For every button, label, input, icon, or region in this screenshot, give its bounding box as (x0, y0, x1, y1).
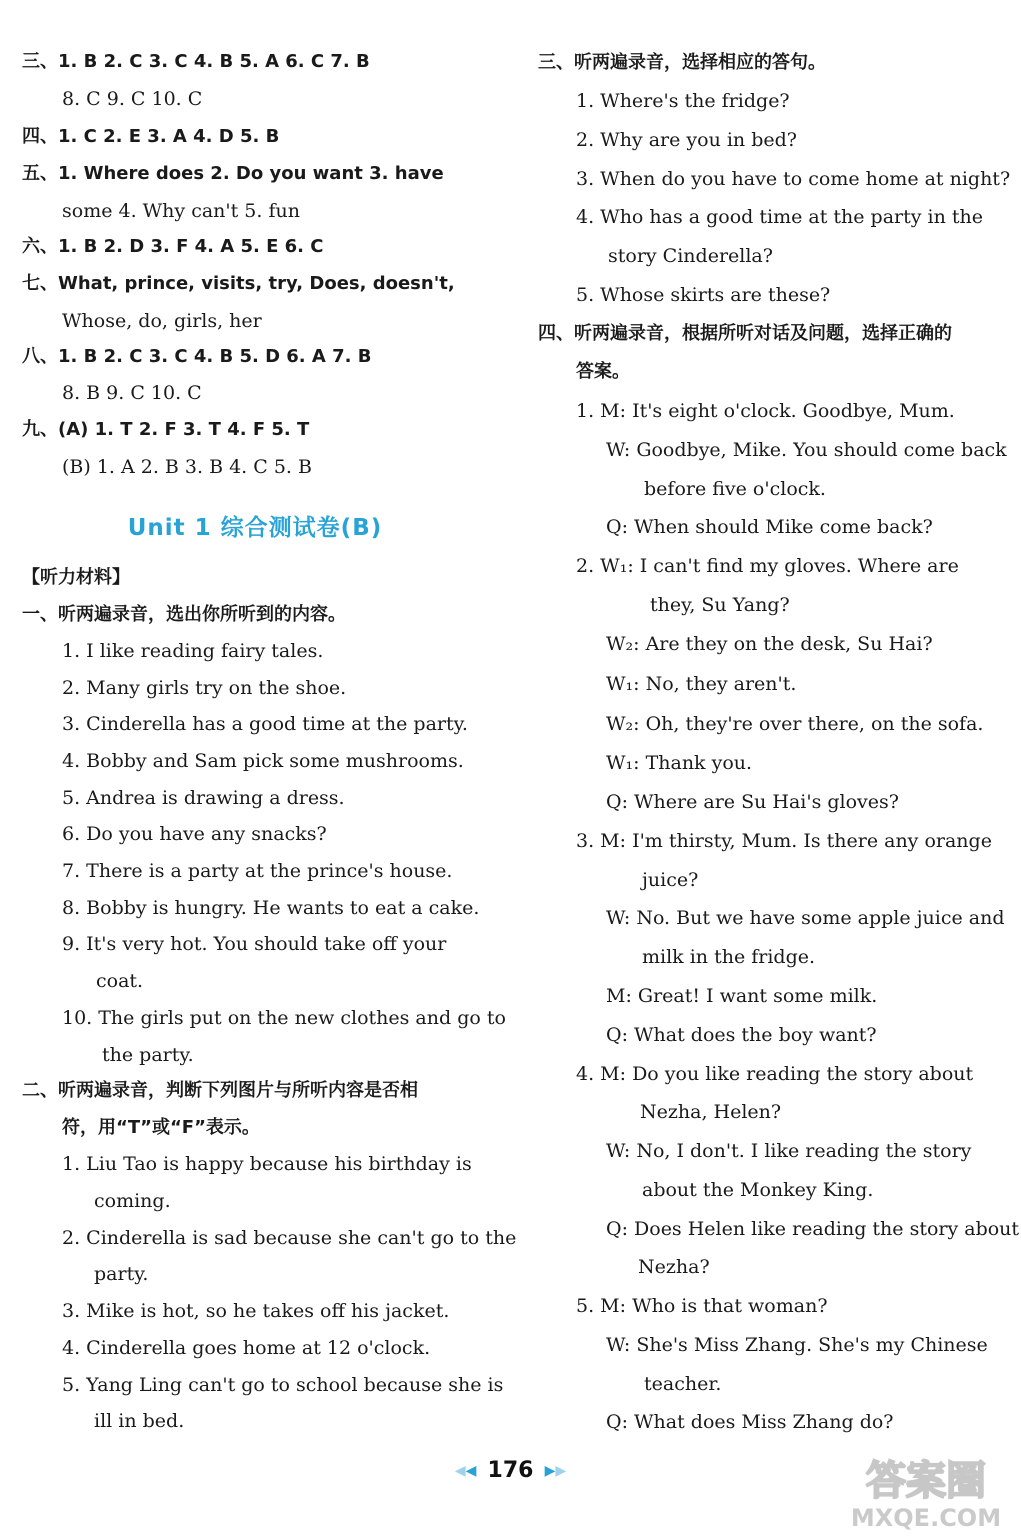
dialogue-line: they, Su Yang? (650, 594, 790, 616)
listening-line: 4. Who has a good time at the party in the (576, 206, 983, 228)
listening-line: 3. When do you have to come home at night? (576, 168, 1011, 190)
listening-line: the party. (102, 1044, 194, 1066)
section-heading: 一、听两遍录音，选出你所听到的内容。 (22, 604, 346, 625)
listening-line: 5. Yang Ling can't go to school because she is (62, 1374, 504, 1396)
listening-line: 5. Whose skirts are these? (576, 284, 831, 306)
dialogue-line: Q: What does the boy want? (606, 1024, 877, 1046)
dialogue-line: W₁: Thank you. (606, 752, 753, 774)
answer-line: 三、1. B 2. C 3. C 4. B 5. A 6. C 7. B (22, 51, 370, 72)
watermark-text: 答案圈 (866, 1458, 986, 1504)
section-heading: 四、听两遍录音，根据所听对话及问题，选择正确的 (538, 323, 952, 344)
listening-line: 4. Bobby and Sam pick some mushrooms. (62, 750, 464, 772)
section-heading: 符，用“T”或“F”表示。 (62, 1117, 260, 1138)
next-arrow-icon: ▶ (555, 1462, 567, 1479)
prev-arrow-icon: ◀ (454, 1462, 466, 1479)
watermark-url: MXQE.COM (850, 1504, 1002, 1532)
section-heading: 三、听两遍录音，选择相应的答句。 (538, 52, 826, 73)
listening-line: 3. Cinderella has a good time at the party. (62, 713, 468, 735)
listening-line: 4. Cinderella goes home at 12 o'clock. (62, 1337, 431, 1359)
dialogue-line: W: No. But we have some apple juice and (606, 907, 1005, 929)
answer-line: 8. B 9. C 10. C (62, 382, 202, 404)
listening-line: coming. (94, 1190, 171, 1212)
answer-line: 七、What, prince, visits, try, Does, doesn't, (22, 273, 455, 294)
dialogue-line: juice? (642, 869, 699, 891)
dialogue-line: Q: What does Miss Zhang do? (606, 1411, 894, 1433)
answer-line: some 4. Why can't 5. fun (62, 200, 300, 222)
listening-line: 3. Mike is hot, so he takes off his jacket. (62, 1300, 450, 1322)
unit-title: Unit 1 综合测试卷(B) (127, 515, 383, 541)
dialogue-line: M: Great! I want some milk. (606, 985, 878, 1007)
section-heading: 答案。 (576, 361, 630, 382)
dialogue-line: about the Monkey King. (642, 1179, 874, 1201)
dialogue-line: 2. W₁: I can't find my gloves. Where are (576, 555, 959, 577)
listening-line: 1. Where's the fridge? (576, 90, 790, 112)
answer-line: 五、1. Where does 2. Do you want 3. have (22, 163, 444, 184)
answer-line: 八、1. B 2. C 3. C 4. B 5. D 6. A 7. B (22, 346, 372, 367)
listening-line: 7. There is a party at the prince's house. (62, 860, 453, 882)
dialogue-line: W₂: Oh, they're over there, on the sofa. (606, 713, 984, 735)
listening-line: 8. Bobby is hungry. He wants to eat a cake. (62, 897, 480, 919)
listening-line: party. (94, 1263, 149, 1285)
listening-line: 10. The girls put on the new clothes and go to (62, 1007, 506, 1029)
page-number: 176 (487, 1458, 534, 1483)
dialogue-line: milk in the fridge. (642, 946, 816, 968)
dialogue-line: 3. M: I'm thirsty, Mum. Is there any orange (576, 830, 992, 852)
listening-line: 1. I like reading fairy tales. (62, 640, 324, 662)
listening-line: 1. Liu Tao is happy because his birthday is (62, 1153, 472, 1175)
answer-line: Whose, do, girls, her (62, 310, 262, 332)
dialogue-line: W: No, I don't. I like reading the story (606, 1140, 972, 1162)
dialogue-line: 1. M: It's eight o'clock. Goodbye, Mum. (576, 400, 955, 422)
listening-line: 2. Cinderella is sad because she can't go to the (62, 1227, 517, 1249)
answer-line: 8. C 9. C 10. C (62, 88, 203, 110)
listening-line: 2. Why are you in bed? (576, 129, 797, 151)
listening-line: story Cinderella? (608, 245, 773, 267)
materials-label: 【听力材料】 (22, 567, 130, 588)
listening-line: 2. Many girls try on the shoe. (62, 677, 347, 699)
answer-line: 九、(A) 1. T 2. F 3. T 4. F 5. T (22, 419, 310, 440)
prev-arrow-icon: ◀ (465, 1462, 477, 1479)
dialogue-line: 5. M: Who is that woman? (576, 1295, 828, 1317)
next-arrow-icon: ▶ (544, 1462, 556, 1479)
dialogue-line: Q: Where are Su Hai's gloves? (606, 791, 899, 813)
listening-line: 9. It's very hot. You should take off your (62, 933, 447, 955)
dialogue-line: Q: Does Helen like reading the story about (606, 1218, 1020, 1240)
dialogue-line: W₁: No, they aren't. (606, 673, 797, 695)
answer-line: 四、1. C 2. E 3. A 4. D 5. B (22, 126, 280, 147)
dialogue-line: W₂: Are they on the desk, Su Hai? (606, 633, 933, 655)
dialogue-line: W: She's Miss Zhang. She's my Chinese (606, 1334, 988, 1356)
dialogue-line: 4. M: Do you like reading the story about (576, 1063, 974, 1085)
listening-line: 6. Do you have any snacks? (62, 823, 327, 845)
dialogue-line: W: Goodbye, Mike. You should come back (606, 439, 1007, 461)
answer-line: 六、1. B 2. D 3. F 4. A 5. E 6. C (22, 236, 324, 257)
dialogue-line: Nezha, Helen? (640, 1101, 782, 1123)
answer-line: (B) 1. A 2. B 3. B 4. C 5. B (62, 456, 312, 478)
watermark-logo-icon (841, 1448, 1011, 1534)
dialogue-line: before five o'clock. (644, 478, 826, 500)
listening-line: 5. Andrea is drawing a dress. (62, 787, 345, 809)
dialogue-line: Nezha? (638, 1256, 710, 1278)
section-heading: 二、听两遍录音，判断下列图片与所听内容是否相 (22, 1080, 418, 1101)
listening-line: ill in bed. (94, 1410, 185, 1432)
dialogue-line: teacher. (644, 1373, 722, 1395)
listening-line: coat. (96, 970, 144, 992)
dialogue-line: Q: When should Mike come back? (606, 516, 933, 538)
